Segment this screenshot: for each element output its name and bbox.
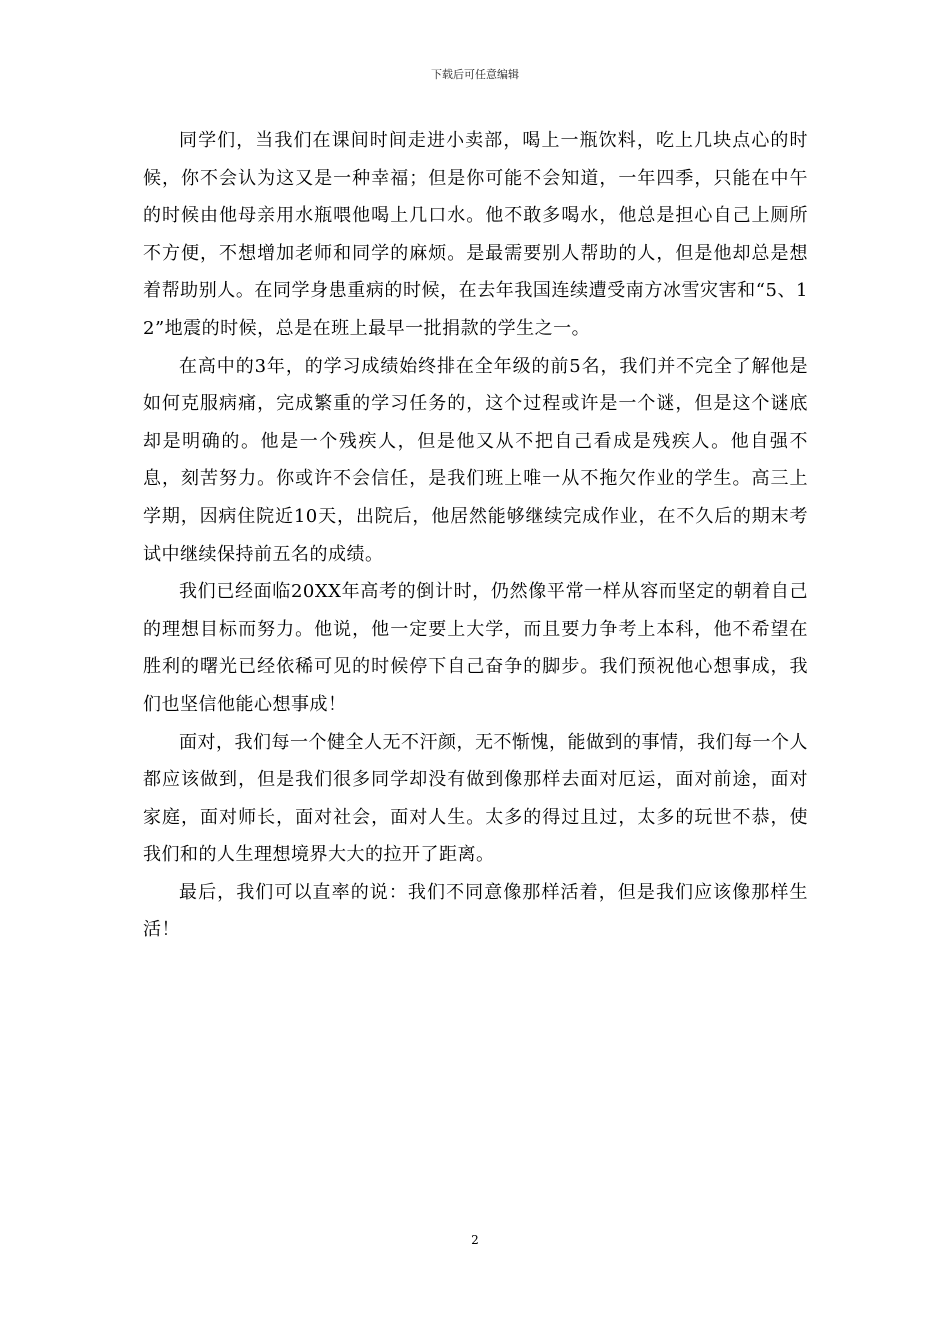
document-body bbox=[143, 122, 808, 949]
paragraph-3: 我们已经面临20XX年高考的倒计时，仍然像平常一样从容而坚定的朝着自己的理想目标而努力。他说，他一定要上大学，而且要力争考上本科，他不希望在胜利的曙光已经依稀可见的时候停下自己奋争的脚步。我们预祝他心想事成，我们也坚信他能心想事成！ bbox=[143, 581, 808, 715]
paragraph-1: 同学们，当我们在课间时间走进小卖部，喝上一瓶饮料，吃上几块点心的时候，你不会认为这又是一种幸福；但是你可能不会知道，一年四季，只能在中午的时候由他母亲用水瓶喂他喝上几口水。他不敢多喝水，他总是担心自己上厕所不方便，不想增加老师和同学的麻烦。是最需要别人帮助的人，但是他却总是想着帮助别人。在同学身患重病的时候，在去年我国连续遭受南方冰雪灾害和“5、12”地震的时候，总是在班上最早一批捐款的学生之一。 bbox=[143, 130, 808, 339]
paragraph-5: 最后，我们可以直率的说：我们不同意像那样活着，但是我们应该像那样生活！ bbox=[143, 881, 808, 941]
page-header: 下载后可任意编辑 bbox=[431, 68, 519, 81]
paragraph-2: 在高中的3年，的学习成绩始终排在全年级的前5名，我们并不完全了解他是如何克服病痛，完成繁重的学习任务的，这个过程或许是一个谜，但是这个谜底却是明确的。他是一个残疾人，但是他又从不把自己看成是残疾人。他自强不息，刻苦努力。你或许不会信任，是我们班上唯一从不拖欠作业的学生。高三上学期，因病住院近10天，出院后，他居然能够继续完成作业，在不久后的期末考试中继续保持前五名的成绩。 bbox=[143, 355, 808, 565]
page-number: 2 bbox=[471, 1233, 479, 1247]
paragraph-4: 面对，我们每一个健全人无不汗颜，无不惭愧，能做到的事情，我们每一个人都应该做到，但是我们很多同学却没有做到像那样去面对厄运，面对前途，面对家庭，面对师长，面对社会，面对人生。太多的得过且过，太多的玩世不恭，使我们和的人生理想境界大大的拉开了距离。 bbox=[143, 731, 808, 866]
